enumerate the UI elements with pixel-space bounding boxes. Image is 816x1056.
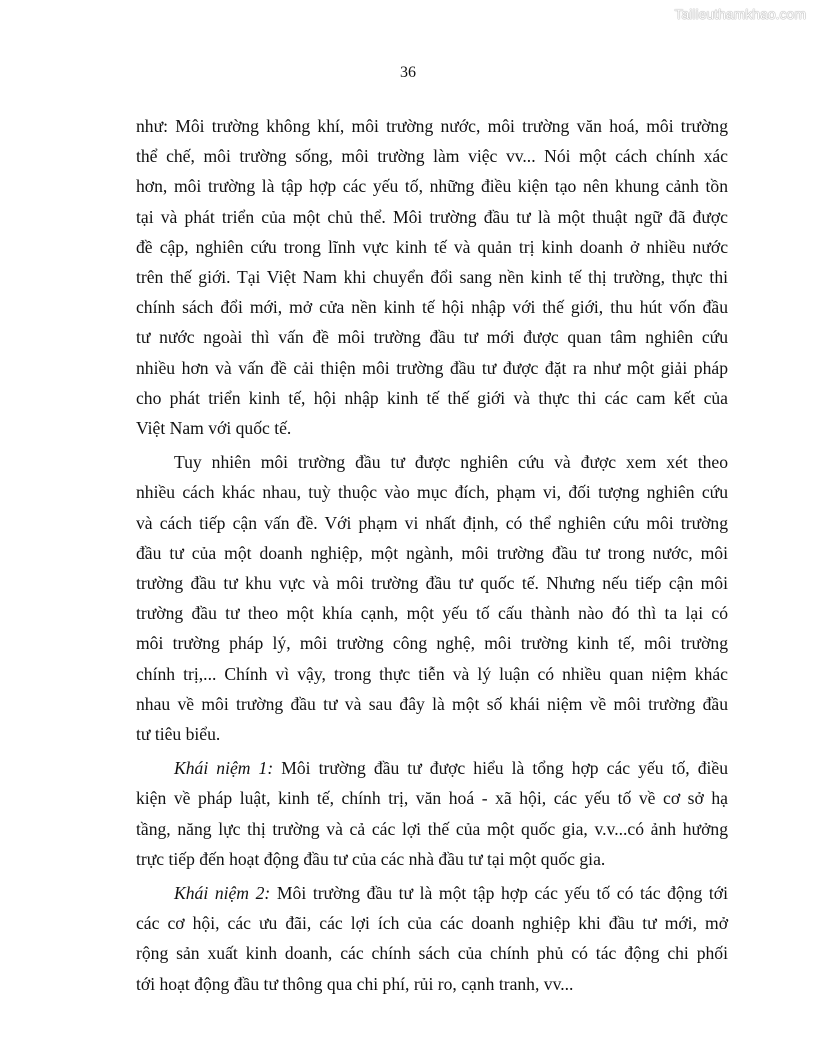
watermark: Tailieuthamkhao.com	[674, 6, 806, 22]
text-line: nhau về môi trường đầu tư và sau đây là một số khái niệm về môi trường đầu	[136, 693, 728, 714]
text-line: tầng, năng lực thị trường và cả các lợi thế của một quốc gia, v.v...có ảnh hưởng	[136, 818, 728, 839]
text-line: đề cập, nghiên cứu trong lĩnh vực kinh tế và quản trị kinh doanh ở nhiều nước	[136, 236, 728, 257]
concept-text: Môi trường đầu tư được hiểu là tổng hợp các yếu tố, điều	[273, 758, 729, 779]
text-line: tại và phát triển của một chủ thể. Môi trường đầu tư là một thuật ngữ đã được	[136, 206, 728, 227]
text-line: trường đầu tư theo một khía cạnh, một yếu tố cấu thành nào đó thì ta lại có	[136, 603, 728, 624]
text-line: chính trị,... Chính vì vậy, trong thực tiễn và lý luận có nhiều quan niệm khác	[136, 663, 728, 684]
text-line: và cách tiếp cận vấn đề. Với phạm vi nhất định, có thể nghiên cứu môi trường	[136, 512, 728, 533]
concept-label: Khái niệm 1:	[174, 758, 274, 779]
text-line: Tuy nhiên môi trường đầu tư được nghiên cứu và được xem xét theo	[174, 452, 728, 473]
text-line: trên thế giới. Tại Việt Nam khi chuyển đổi sang nền kinh tế thị trường, thực thi	[136, 267, 728, 288]
text-line: môi trường pháp lý, môi trường công nghệ, môi trường kinh tế, môi trường	[136, 633, 728, 654]
concept-2-paragraph	[136, 878, 728, 999]
text-line: các cơ hội, các ưu đãi, các lợi ích của các doanh nghiệp khi đầu tư mới, mở	[136, 913, 728, 934]
text-line: tới hoạt động đầu tư thông qua chi phí, rủi ro, cạnh tranh, vv...	[136, 973, 574, 994]
concept-1-paragraph	[136, 753, 728, 874]
text-line: trường đầu tư khu vực và môi trường đầu tư quốc tế. Nhưng nếu tiếp cận môi	[136, 573, 728, 594]
text-line: đầu tư của một doanh nghiệp, một ngành, môi trường đầu tư trong nước, môi	[136, 542, 728, 563]
paragraph-1	[136, 111, 728, 443]
text-line	[136, 878, 728, 908]
text-line	[136, 753, 728, 783]
page-number: 36	[400, 64, 416, 81]
text-line: tư tiêu biểu.	[136, 724, 221, 745]
text-line: Việt Nam với quốc tế.	[136, 418, 292, 439]
text-line: nhiều hơn và vấn đề cải thiện môi trường đầu tư được đặt ra như một giải pháp	[136, 357, 728, 378]
concept-label: Khái niệm 2:	[174, 883, 271, 904]
concept-text: Môi trường đầu tư là một tập hợp các yếu tố có tác động tới	[270, 883, 728, 904]
text-line: kiện về pháp luật, kinh tế, chính trị, văn hoá - xã hội, các yếu tố về cơ sở hạ	[136, 788, 728, 809]
text-line: cho phát triển kinh tế, hội nhập kinh tế thế giới và thực thi các cam kết của	[136, 387, 728, 408]
text-line: rộng sản xuất kinh doanh, các chính sách của chính phủ có tác động chi phối	[136, 943, 728, 964]
paragraph-2	[136, 447, 728, 749]
text-line: hơn, môi trường là tập hợp các yếu tố, những điều kiện tạo nên khung cảnh tồn	[136, 176, 728, 197]
text-line: nhiều cách khác nhau, tuỳ thuộc vào mục đích, phạm vi, đối tượng nghiên cứu	[136, 482, 728, 503]
text-line: thể chế, môi trường sống, môi trường làm việc vv... Nói một cách chính xác	[136, 146, 728, 167]
text-line: như: Môi trường không khí, môi trường nước, môi trường văn hoá, môi trường	[136, 116, 728, 136]
text-line: trực tiếp đến hoạt động đầu tư của các nhà đầu tư tại một quốc gia.	[136, 848, 606, 869]
text-line: tư nước ngoài thì vấn đề môi trường đầu tư mới được quan tâm nghiên cứu	[136, 327, 728, 348]
text-line: chính sách đổi mới, mở cửa nền kinh tế hội nhập với thế giới, thu hút vốn đầu	[136, 297, 728, 318]
document-body	[136, 111, 728, 999]
